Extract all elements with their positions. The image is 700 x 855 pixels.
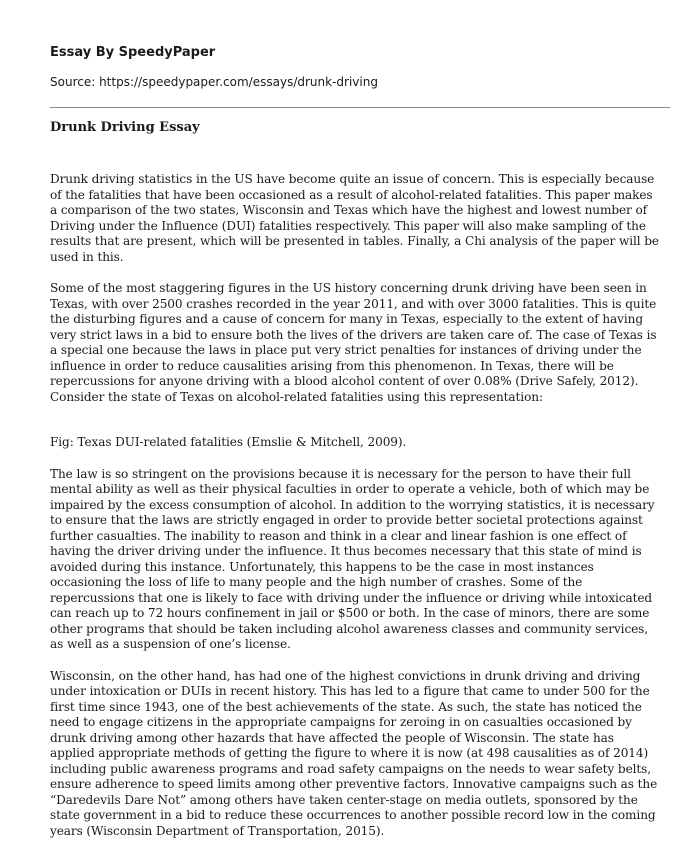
header-divider xyxy=(50,107,670,108)
source-line: Source: https://speedypaper.com/essays/drunk-driving xyxy=(50,75,378,89)
paragraph-texas: Some of the most staggering figures in the US history concerning drunk driving have been seen in Texas, with over 2500 crashes recorded in the year 2011, and with over 3000 fatalities. This is quite the disturbing figures and a cause of concern for many in Texas, especially to the extent of having very strict laws in a bid to ensure both the lives of the drivers are taken care of. The case of Texas is a special one because the laws in place put very strict penalties for instances of driving under the influence in order to reduce causalities arising from this phenomenon. In Texas, there will be repercussions for anyone driving with a blood alcohol content of over 0.08% (Drive Safely, 2012). Consider the state of Texas on alcohol-related fatalities using this representation: xyxy=(50,281,657,404)
document-body xyxy=(50,172,662,855)
essay-by-heading: Essay By SpeedyPaper xyxy=(50,45,216,60)
document-title: Drunk Driving Essay xyxy=(50,120,200,135)
paragraph-intro: Drunk driving statistics in the US have become quite an issue of concern. This is especially because of the fatalities that have been occasioned as a result of alcohol-related fatalities. This paper makes a comparison of the two states, Wisconsin and Texas which have the highest and lowest number of Driving under the Influence (DUI) fatalities respectively. This paper will also make sampling of the results that are present, which will be presented in tables. Finally, a Chi analysis of the paper will be used in this. xyxy=(50,172,659,264)
figure-caption: Fig: Texas DUI-related fatalities (Emslie & Mitchell, 2009). xyxy=(50,435,407,449)
paragraph-wisconsin: Wisconsin, on the other hand, has had one of the highest convictions in drunk driving and driving under intoxication or DUIs in recent history. This has led to a figure that came to under 500 for the first time since 1943, one of the best achievements of the state. As such, the state has noticed the need to engage citizens in the appropriate campaigns for zeroing in on casualties occasioned by drunk driving among other hazards that have affected the people of Wisconsin. The state has applied appropriate methods of getting the figure to where it is now (at 498 causalities as of 2014) including public awareness programs and road safety campaigns on the needs to wear safety belts, ensure adherence to speed limits among other preventive factors. Innovative campaigns such as the “Daredevils Dare Not” among others have taken center-stage on media outlets, sponsored by the state government in a bid to reduce these occurrences to another possible record low in the coming years (Wisconsin Department of Transportation, 2015). xyxy=(50,668,658,838)
paragraph-law: The law is so stringent on the provisions because it is necessary for the person to have their full mental ability as well as their physical faculties in order to operate a vehicle, both of which may be impaired by the excess consumption of alcohol. In addition to the worrying statistics, it is necessary to ensure that the laws are strictly engaged in order to provide better societal protections against further casualties. The inability to reason and think in a clear and linear fashion is one effect of having the driver driving under the influence. It thus becomes necessary that this state of mind is avoided during this instance. Unfortunately, this happens to be the case in most instances occasioning the loss of life to many people and the high number of crashes. Some of the repercussions that one is likely to face with driving under the influence or driving while intoxicated can reach up to 72 hours confinement in jail or $500 or both. In the case of minors, there are some other programs that should be taken including alcohol awareness classes and community services, as well as a suspension of one’s license. xyxy=(50,466,655,651)
